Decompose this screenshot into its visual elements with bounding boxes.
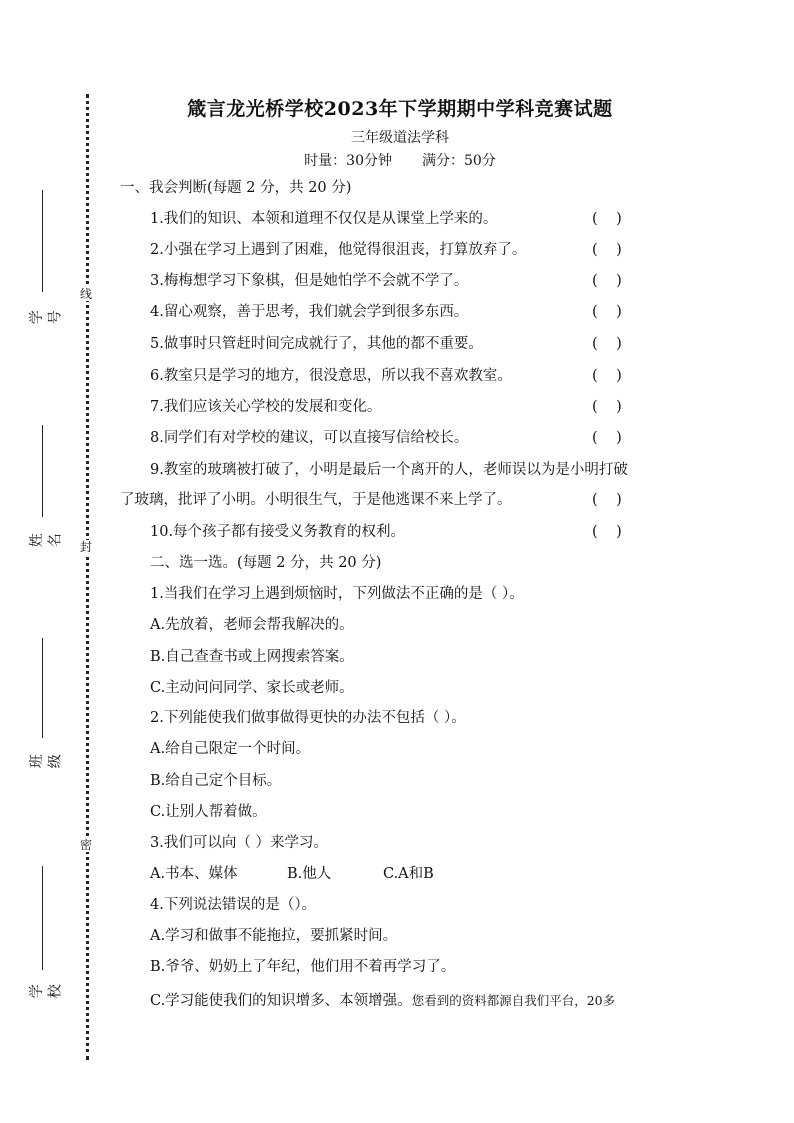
judge-item-1: 1.我们的知识、本领和道理不仅仅是从课堂上学来的。	[150, 211, 498, 227]
class-label: 班 级	[28, 754, 62, 771]
section2-heading: 二、选一选。(每题 2 分，共 20 分)	[150, 555, 382, 571]
choice-1-option-c: C.主动问问同学、家长或老师。	[150, 680, 354, 696]
answer-blank-4[interactable]: ( )	[592, 304, 622, 320]
answer-blank-7[interactable]: ( )	[592, 399, 622, 415]
choice-question-3: 3.我们可以向（ ）来学习。	[150, 835, 328, 851]
judge-item-2: 2.小强在学习上遇到了困难，他觉得很沮丧，打算放弃了。	[150, 242, 527, 258]
judge-item-7: 7.我们应该关心学校的发展和变化。	[150, 399, 382, 415]
student-number-field[interactable]	[28, 190, 62, 350]
choice-3-option-c: C.A和B	[383, 866, 434, 882]
platform-note: 您看到的资料都源自我们平台，20多	[411, 993, 616, 1008]
judge-item-9-line1: 9.教室的玻璃被打破了，小明是最后一个离开的人，老师误以为是小明打破	[150, 462, 628, 478]
binding-char-xian: 线	[79, 287, 92, 301]
exam-total-score: 满分：50分	[422, 153, 496, 169]
choice-4-option-c-line	[150, 991, 615, 1011]
student-number-label: 学 号	[28, 310, 62, 327]
judge-item-4: 4.留心观察，善于思考，我们就会学到很多东西。	[150, 304, 469, 320]
choice-4-option-b: B.爷爷、奶奶上了年纪，他们用不着再学习了。	[150, 959, 456, 975]
choice-question-2: 2.下列能使我们做事做得更快的办法不包括（ ）。	[150, 710, 466, 726]
judge-item-6: 6.教室只是学习的地方，很没意思，所以我不喜欢教室。	[150, 368, 512, 384]
judge-item-10: 10.每个孩子都有接受义务教育的权利。	[150, 524, 406, 540]
class-underline	[42, 638, 43, 738]
judge-item-5: 5.做事时只管赶时间完成就行了，其他的都不重要。	[150, 336, 483, 352]
choice-3-option-a: A.书本、媒体	[150, 866, 238, 882]
choice-2-option-c: C.让别人帮着做。	[150, 804, 267, 820]
answer-blank-8[interactable]: ( )	[592, 430, 622, 446]
student-number-underline	[42, 190, 43, 292]
answer-blank-6[interactable]: ( )	[592, 368, 622, 384]
class-field[interactable]	[28, 638, 62, 798]
answer-blank-3[interactable]: ( )	[592, 273, 622, 289]
student-name-underline	[42, 425, 43, 517]
choice-1-option-b: B.自己查查书或上网搜索答案。	[150, 649, 354, 665]
choice-4-option-c: C.学习能使我们的知识增多、本领增强。	[150, 993, 412, 1009]
judge-item-8: 8.同学们有对学校的建议，可以直接写信给校长。	[150, 430, 469, 446]
answer-blank-2[interactable]: ( )	[592, 242, 622, 258]
student-name-label: 姓 名	[28, 533, 62, 550]
answer-blank-10[interactable]: ( )	[592, 524, 622, 540]
binding-char-mi: 密	[79, 838, 92, 852]
choice-4-option-a: A.学习和做事不能拖拉，要抓紧时间。	[150, 928, 398, 944]
answer-blank-9[interactable]: ( )	[592, 492, 622, 508]
exam-subtitle: 三年级道法学科	[351, 130, 449, 146]
exam-duration: 时量：30分钟	[304, 153, 392, 169]
choice-question-4: 4.下列说法错误的是（）。	[150, 897, 317, 913]
judge-item-3: 3.梅梅想学习下象棋，但是她怕学不会就不学了。	[150, 273, 469, 289]
answer-blank-1[interactable]: ( )	[592, 211, 622, 227]
choice-2-option-a: A.给自己限定一个时间。	[150, 741, 311, 757]
choice-1-option-a: A.先放着，老师会帮我解决的。	[150, 617, 354, 633]
student-name-field[interactable]	[28, 425, 62, 575]
binding-dotted-line	[86, 94, 89, 1060]
answer-blank-5[interactable]: ( )	[592, 336, 622, 352]
choice-question-1: 1.当我们在学习上遇到烦恼时，下列做法不正确的是（ ）。	[150, 586, 524, 602]
choice-3-option-b: B.他人	[287, 866, 332, 882]
section1-heading: 一、我会判断(每题 2 分，共 20 分)	[120, 180, 352, 196]
exam-title: 箴言龙光桥学校2023年下学期期中学科竞赛试题	[187, 98, 613, 120]
school-label: 学 校	[28, 984, 62, 1001]
school-field[interactable]	[28, 866, 62, 1026]
judge-item-9-line2: 了玻璃，批评了小明。小明很生气，于是他逃课不来上学了。	[120, 492, 512, 508]
school-underline	[42, 866, 43, 970]
choice-2-option-b: B.给自己定个目标。	[150, 773, 282, 789]
binding-char-feng: 封	[79, 540, 92, 554]
exam-time-info	[140, 150, 660, 170]
